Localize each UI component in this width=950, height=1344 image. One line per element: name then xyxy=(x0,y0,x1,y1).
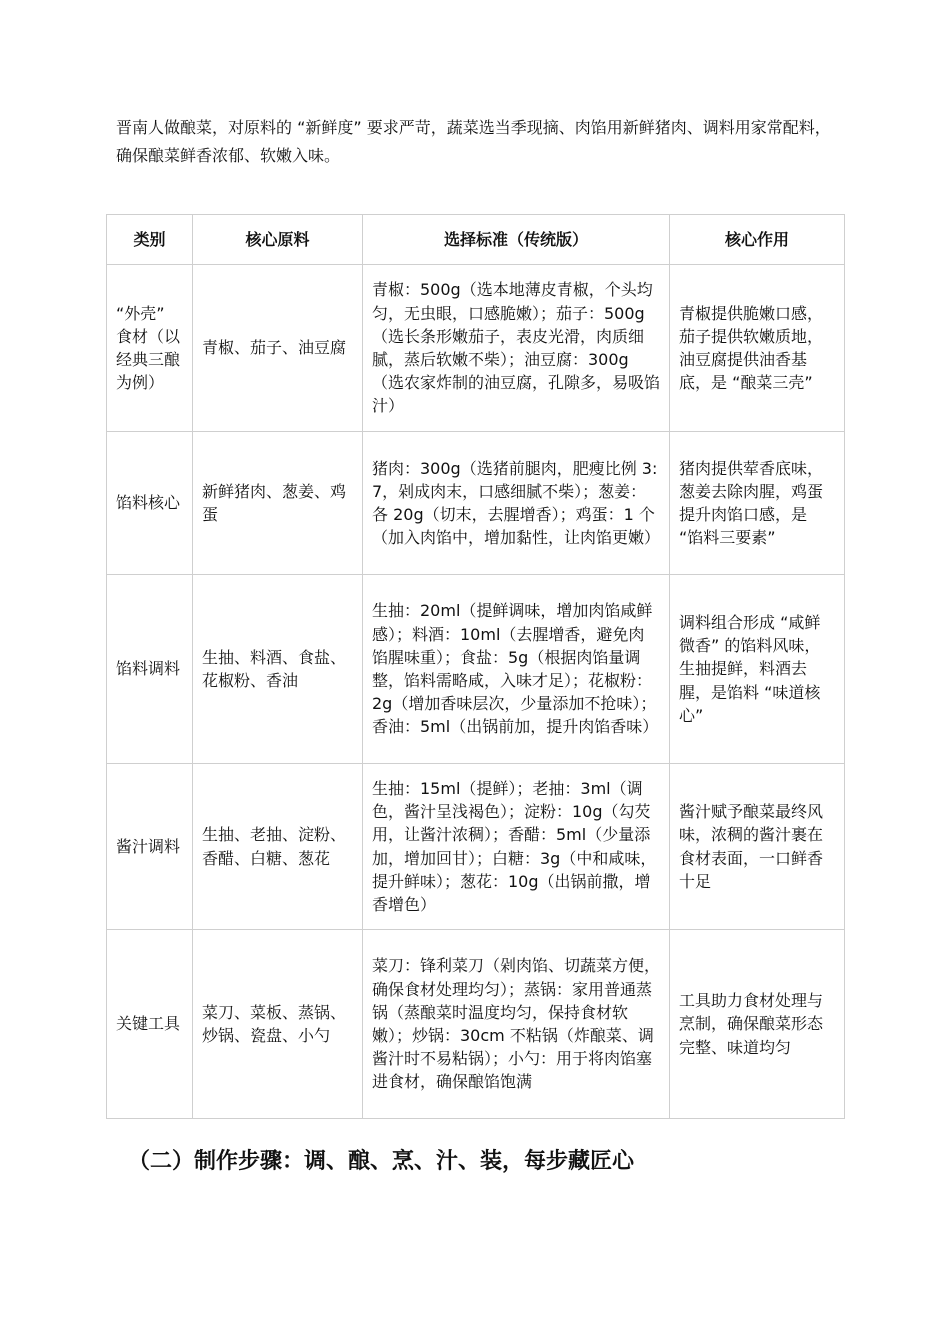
cell-category: 酱汁调料 xyxy=(107,764,193,930)
table-row xyxy=(107,432,845,575)
section-heading: （二）制作步骤：调、酿、烹、汁、装，每步藏匠心 xyxy=(128,1149,635,1174)
cell-role: 工具助力食材处理与烹制，确保酿菜形态完整、味道均匀 xyxy=(670,930,845,1119)
cell-role: 青椒提供脆嫩口感，茄子提供软嫩质地，油豆腐提供油香基底，是 “酿菜三壳” xyxy=(670,265,845,432)
cell-ingredients: 菜刀、菜板、蒸锅、炒锅、瓷盘、小勺 xyxy=(193,930,363,1119)
cell-standard: 生抽：20ml（提鲜调味，增加肉馅咸鲜感）；料酒：10ml（去腥增香，避免肉馅腥味重）；食盐：5g（根据肉馅量调整，馅料需略咸，入味才足）；花椒粉：2g（增加香味层次，少量添加不抢味）；香油：5ml（出锅前加，提升肉馅香味） xyxy=(363,575,670,764)
table-row xyxy=(107,575,845,764)
table-row xyxy=(107,265,845,432)
header-category: 类别 xyxy=(107,215,193,265)
header-standard: 选择标准（传统版） xyxy=(363,215,670,265)
table-row xyxy=(107,764,845,930)
cell-ingredients: 生抽、老抽、淀粉、香醋、白糖、葱花 xyxy=(193,764,363,930)
intro-paragraph: 晋南人做酿菜，对原料的 “新鲜度” 要求严苛，蔬菜选当季现摘、肉馅用新鲜猪肉、调料用家常配料，确保酿菜鲜香浓郁、软嫩入味。 xyxy=(116,118,831,165)
table-header-row xyxy=(107,215,845,265)
cell-ingredients: 青椒、茄子、油豆腐 xyxy=(193,265,363,432)
table-row xyxy=(107,930,845,1119)
cell-category: 馅料调料 xyxy=(107,575,193,764)
cell-ingredients: 生抽、料酒、食盐、花椒粉、香油 xyxy=(193,575,363,764)
cell-category: 关键工具 xyxy=(107,930,193,1119)
header-ingredients: 核心原料 xyxy=(193,215,363,265)
header-role: 核心作用 xyxy=(670,215,845,265)
cell-category: 馅料核心 xyxy=(107,432,193,575)
cell-role: 调料组合形成 “咸鲜微香” 的馅料风味，生抽提鲜，料酒去腥，是馅料 “味道核心” xyxy=(670,575,845,764)
ingredients-table xyxy=(106,214,845,1119)
cell-standard: 菜刀：锋利菜刀（剁肉馅、切蔬菜方便，确保食材处理均匀）；蒸锅：家用普通蒸锅（蒸酿菜时温度均匀，保持食材软嫩）；炒锅：30cm 不粘锅（炸酿菜、调酱汁时不易粘锅）；小勺：用于将肉馅塞进食材，确保酿馅饱满 xyxy=(363,930,670,1119)
cell-standard: 青椒：500g（选本地薄皮青椒，个头均匀，无虫眼，口感脆嫩）；茄子：500g（选长条形嫩茄子，表皮光滑，肉质细腻，蒸后软嫩不柴）；油豆腐：300g（选农家炸制的油豆腐，孔隙多，易吸馅汁） xyxy=(363,265,670,432)
cell-role: 猪肉提供荤香底味，葱姜去除肉腥，鸡蛋提升肉馅口感，是 “馅料三要素” xyxy=(670,432,845,575)
cell-standard: 生抽：15ml（提鲜）；老抽：3ml（调色，酱汁呈浅褐色）；淀粉：10g（勾芡用，让酱汁浓稠）；香醋：5ml（少量添加，增加回甘）；白糖：3g（中和咸味，提升鲜味）；葱花：10g（出锅前撒，增香增色） xyxy=(363,764,670,930)
cell-standard: 猪肉：300g（选猪前腿肉，肥瘦比例 3:7，剁成肉末，口感细腻不柴）；葱姜：各 20g（切末，去腥增香）；鸡蛋：1 个（加入肉馅中，增加黏性，让肉馅更嫩） xyxy=(363,432,670,575)
cell-role: 酱汁赋予酿菜最终风味，浓稠的酱汁裹在食材表面，一口鲜香十足 xyxy=(670,764,845,930)
cell-ingredients: 新鲜猪肉、葱姜、鸡蛋 xyxy=(193,432,363,575)
cell-category: “外壳” 食材（以经典三酿为例） xyxy=(107,265,193,432)
